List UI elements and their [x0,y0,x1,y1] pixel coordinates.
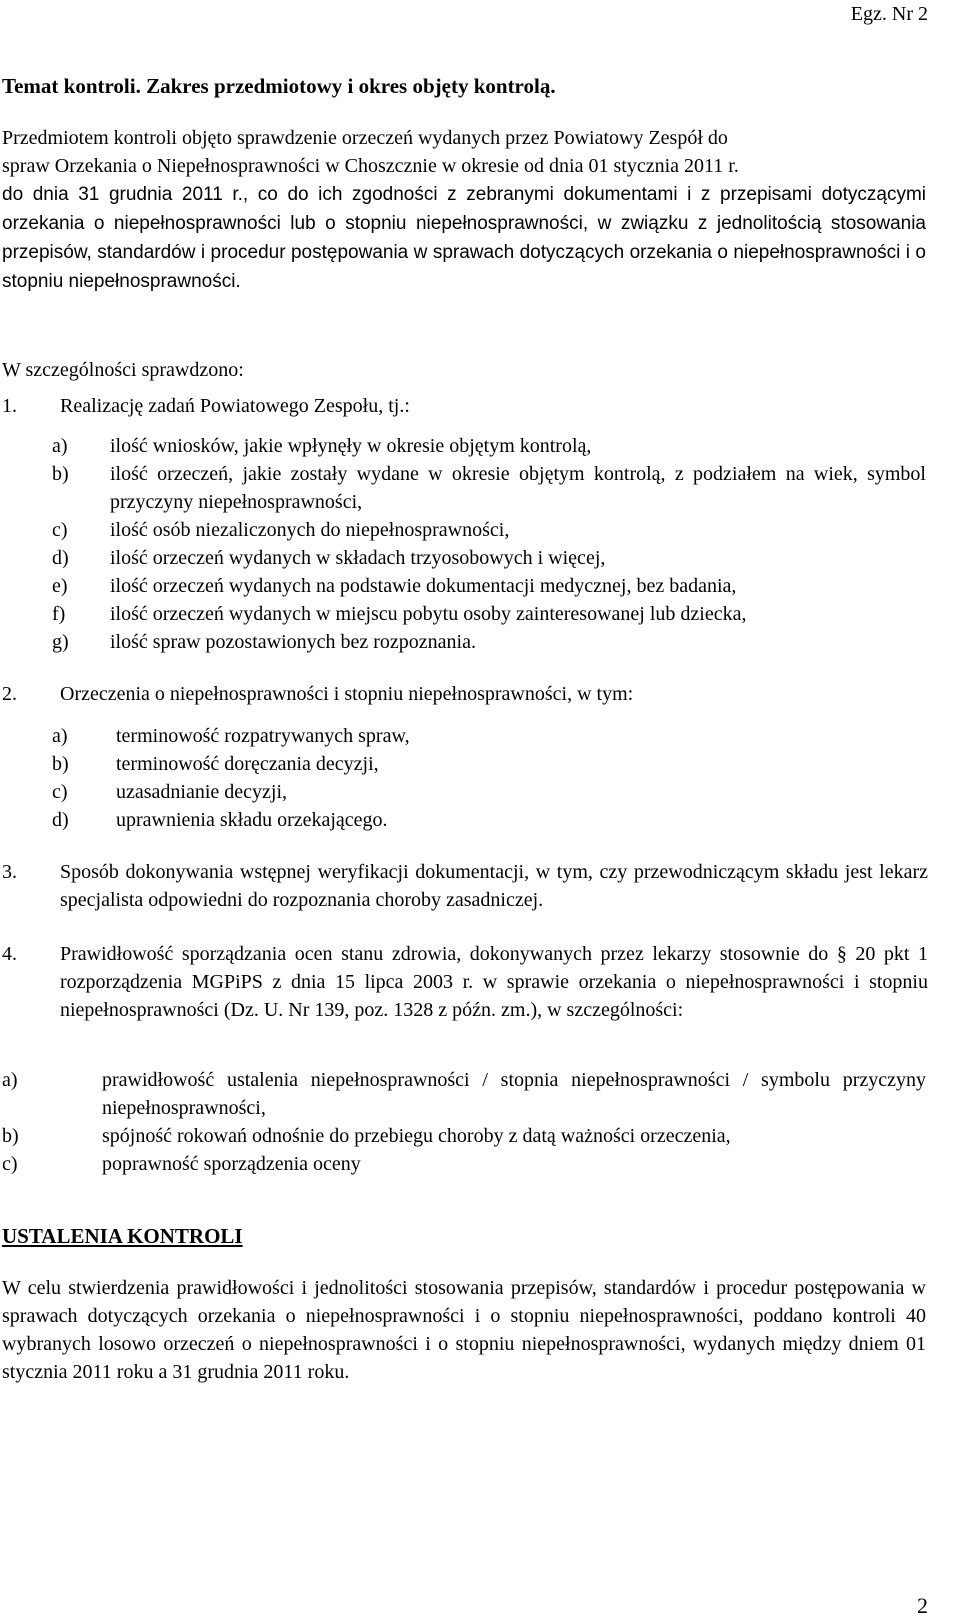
checked-label: W szczególności sprawdzono: [2,359,244,381]
sublist-text: ilość osób niezaliczonych do niepełnosprawności, [110,519,510,541]
section-title: Temat kontroli. Zakres przedmiotowy i okres objęty kontrolą. [2,74,556,98]
list-item-number: 1. [2,395,17,417]
findings-heading: USTALENIA KONTROLI [2,1224,243,1248]
sublist-text: spójność rokowań odnośnie do przebiegu choroby z datą ważności orzeczenia, [102,1125,731,1147]
sublist-letter: a) [52,435,68,457]
intro-line-2: spraw Orzekania o Niepełnosprawności w Choszcznie w okresie od dnia 01 stycznia 2011 r. [2,155,739,177]
list-item-text: Sposób dokonywania wstępnej weryfikacji dokumentacji, w tym, czy przewodniczącym składu jest lekarz specjalista odpowiedni do rozpoznania choroby zasadniczej. [60,861,928,911]
findings-paragraph: W celu stwierdzenia prawidłowości i jednolitości stosowania przepisów, standardów i procedur postępowania w sprawach dotyczących orzekania o niepełnosprawności i o stopniu niepełnosprawności, poddano kontroli 40 wybranych losowo orzeczeń o niepełnosprawności i o stopniu niepełnosprawności, wydanych między dniem 01 stycznia 2011 roku a 31 grudnia 2011 roku. [2,1277,926,1383]
sublist-letter: a) [52,725,68,747]
sublist-letter: g) [52,631,69,653]
sublist-text: ilość orzeczeń wydanych w miejscu pobytu osoby zainteresowanej lub dziecka, [110,603,747,625]
sublist-text: ilość wniosków, jakie wpłynęły w okresie objętym kontrolą, [110,435,592,457]
copy-number: Egz. Nr 2 [850,3,928,25]
sublist-text: ilość orzeczeń wydanych w składach trzyosobowych i więcej, [110,547,606,569]
sublist-text: terminowość doręczania decyzji, [116,753,379,775]
list-item-text: Prawidłowość sporządzania ocen stanu zdrowia, dokonywanych przez lekarzy stosownie do § 20 pkt 1 rozporządzenia MGPiPS z dnia 15 lipca 2003 r. w sprawie orzekania o niepełnosprawności i stopniu niepełnosprawności (Dz. U. Nr 139, poz. 1328 z późn. zm.), w szczególności: [60,943,928,1021]
list-item-number: 4. [2,943,17,965]
intro-rest: , co do ich zgodności z zebranymi dokumentami i z przepisami dotyczącymi orzekania o niepełnosprawności lub o stopniu niepełnosprawności, w związku z jednolitością stosowania przepisów, standardów i procedur postępowania w sprawach dotyczących orzekania o niepełnosprawności i o stopniu niepełnosprawności. [2,184,926,292]
sublist-text: uprawnienia składu orzekającego. [116,809,388,831]
sublist-text: prawidłowość ustalenia niepełnosprawności / stopnia niepełnosprawności / symbolu przyczyny niepełnosprawności, [102,1069,926,1119]
sublist-letter: c) [52,519,68,541]
sublist-text: terminowość rozpatrywanych spraw, [116,725,410,747]
page-number: 2 [917,1593,928,1618]
sublist-letter: b) [52,753,69,775]
sublist-text: ilość spraw pozostawionych bez rozpoznania. [110,631,476,653]
sublist-letter: d) [52,547,69,569]
list-item-number: 3. [2,861,17,883]
intro-date-sans: do dnia 31 grudnia 2011 r. [2,184,243,205]
list-item-text: Realizację zadań Powiatowego Zespołu, tj.: [60,395,410,417]
sublist-letter: b) [2,1125,19,1147]
sublist-letter: c) [52,781,68,803]
list-item-text: Orzeczenia o niepełnosprawności i stopniu niepełnosprawności, w tym: [60,683,634,705]
list-item-number: 2. [2,683,17,705]
sublist-letter: a) [2,1069,18,1091]
sublist-letter: f) [52,603,66,625]
sublist-text: poprawność sporządzenia oceny [102,1153,361,1175]
sublist-letter: c) [2,1153,18,1175]
sublist-text: ilość orzeczeń, jakie zostały wydane w okresie objętym kontrolą, z podziałem na wiek, symbol przyczyny niepełnosprawności, [110,463,926,513]
intro-paragraph [2,124,926,296]
sublist-letter: d) [52,809,69,831]
sublist-letter: e) [52,575,68,597]
sublist-text: uzasadnianie decyzji, [116,781,288,803]
sublist-letter: b) [52,463,69,485]
intro-line-1: Przedmiotem kontroli objęto sprawdzenie orzeczeń wydanych przez Powiatowy Zespół do [2,127,728,149]
sublist-text: ilość orzeczeń wydanych na podstawie dokumentacji medycznej, bez badania, [110,575,737,597]
